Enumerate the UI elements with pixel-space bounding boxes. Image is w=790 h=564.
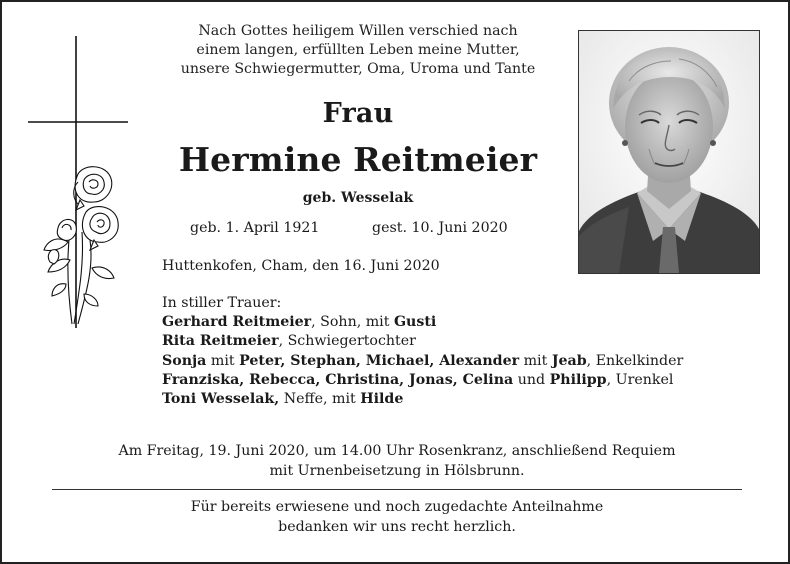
cross-with-roses-icon: [24, 32, 134, 332]
mourner-line: [162, 352, 683, 371]
service-information: [42, 442, 752, 481]
mourners-list: [162, 294, 683, 409]
mourner-lines: [162, 313, 683, 409]
mourner-name: Peter, Stephan, Michael, Alexander: [239, 352, 520, 369]
thanks-line: Für bereits erwiesene und noch zugedachte Anteilnahme: [190, 499, 604, 515]
mourner-relation: mit: [206, 352, 240, 369]
service-line: mit Urnenbeisetzung in Hölsbrunn.: [269, 462, 525, 479]
deceased-name: Hermine Reitmeier: [178, 140, 538, 179]
mourner-name: Hilde: [360, 391, 404, 408]
mourner-relation: , Urenkel: [606, 371, 674, 388]
mourner-relation: , Schwiegertochter: [278, 333, 416, 350]
mourner-name: Franziska, Rebecca, Christina, Jonas, Celina: [162, 371, 514, 388]
roses-icon: [44, 167, 118, 324]
mourner-name: Toni Wesselak,: [162, 391, 280, 408]
mourner-line: [162, 313, 683, 332]
birth-date: geb. 1. April 1921: [190, 220, 320, 236]
mourner-relation: , Sohn, mit: [311, 314, 394, 331]
mourner-name: Philipp: [549, 371, 607, 388]
mourner-name: Jeab: [551, 352, 587, 369]
portrait-photo: [578, 30, 760, 274]
intro-line: Nach Gottes heiligem Willen verschied nach: [198, 23, 518, 39]
mourner-relation: mit: [519, 352, 552, 369]
mourner-name: Gusti: [393, 314, 437, 331]
divider-line: [52, 489, 742, 490]
mourner-relation: , Enkelkinder: [586, 352, 684, 369]
mourner-name: Sonja: [162, 352, 207, 369]
mourner-name: Rita Reitmeier: [162, 333, 279, 350]
death-date: gest. 10. Juni 2020: [372, 220, 508, 236]
mourner-relation: und: [513, 371, 550, 388]
maiden-name: geb. Wesselak: [302, 190, 414, 206]
intro-line: einem langen, erfüllten Leben meine Mutter,: [196, 42, 520, 58]
mourner-line: [162, 332, 683, 351]
mourner-relation: Neffe, mit: [279, 391, 361, 408]
mourner-line: [162, 390, 683, 409]
place-and-date: Huttenkofen, Cham, den 16. Juni 2020: [162, 258, 440, 274]
mourner-line: [162, 371, 683, 390]
service-line: Am Freitag, 19. Juni 2020, um 14.00 Uhr Rosenkranz, anschließend Requiem: [118, 443, 676, 459]
intro-text: [152, 22, 564, 79]
mourners-heading: In stiller Trauer:: [162, 295, 282, 311]
thanks-line: bedanken wir uns recht herzlich.: [278, 518, 516, 535]
thanks-note: [42, 498, 752, 537]
mourner-name: Gerhard Reitmeier: [162, 314, 312, 331]
intro-line: unsere Schwiegermutter, Oma, Uroma und Tante: [180, 61, 536, 77]
honorific: Frau: [322, 98, 394, 129]
